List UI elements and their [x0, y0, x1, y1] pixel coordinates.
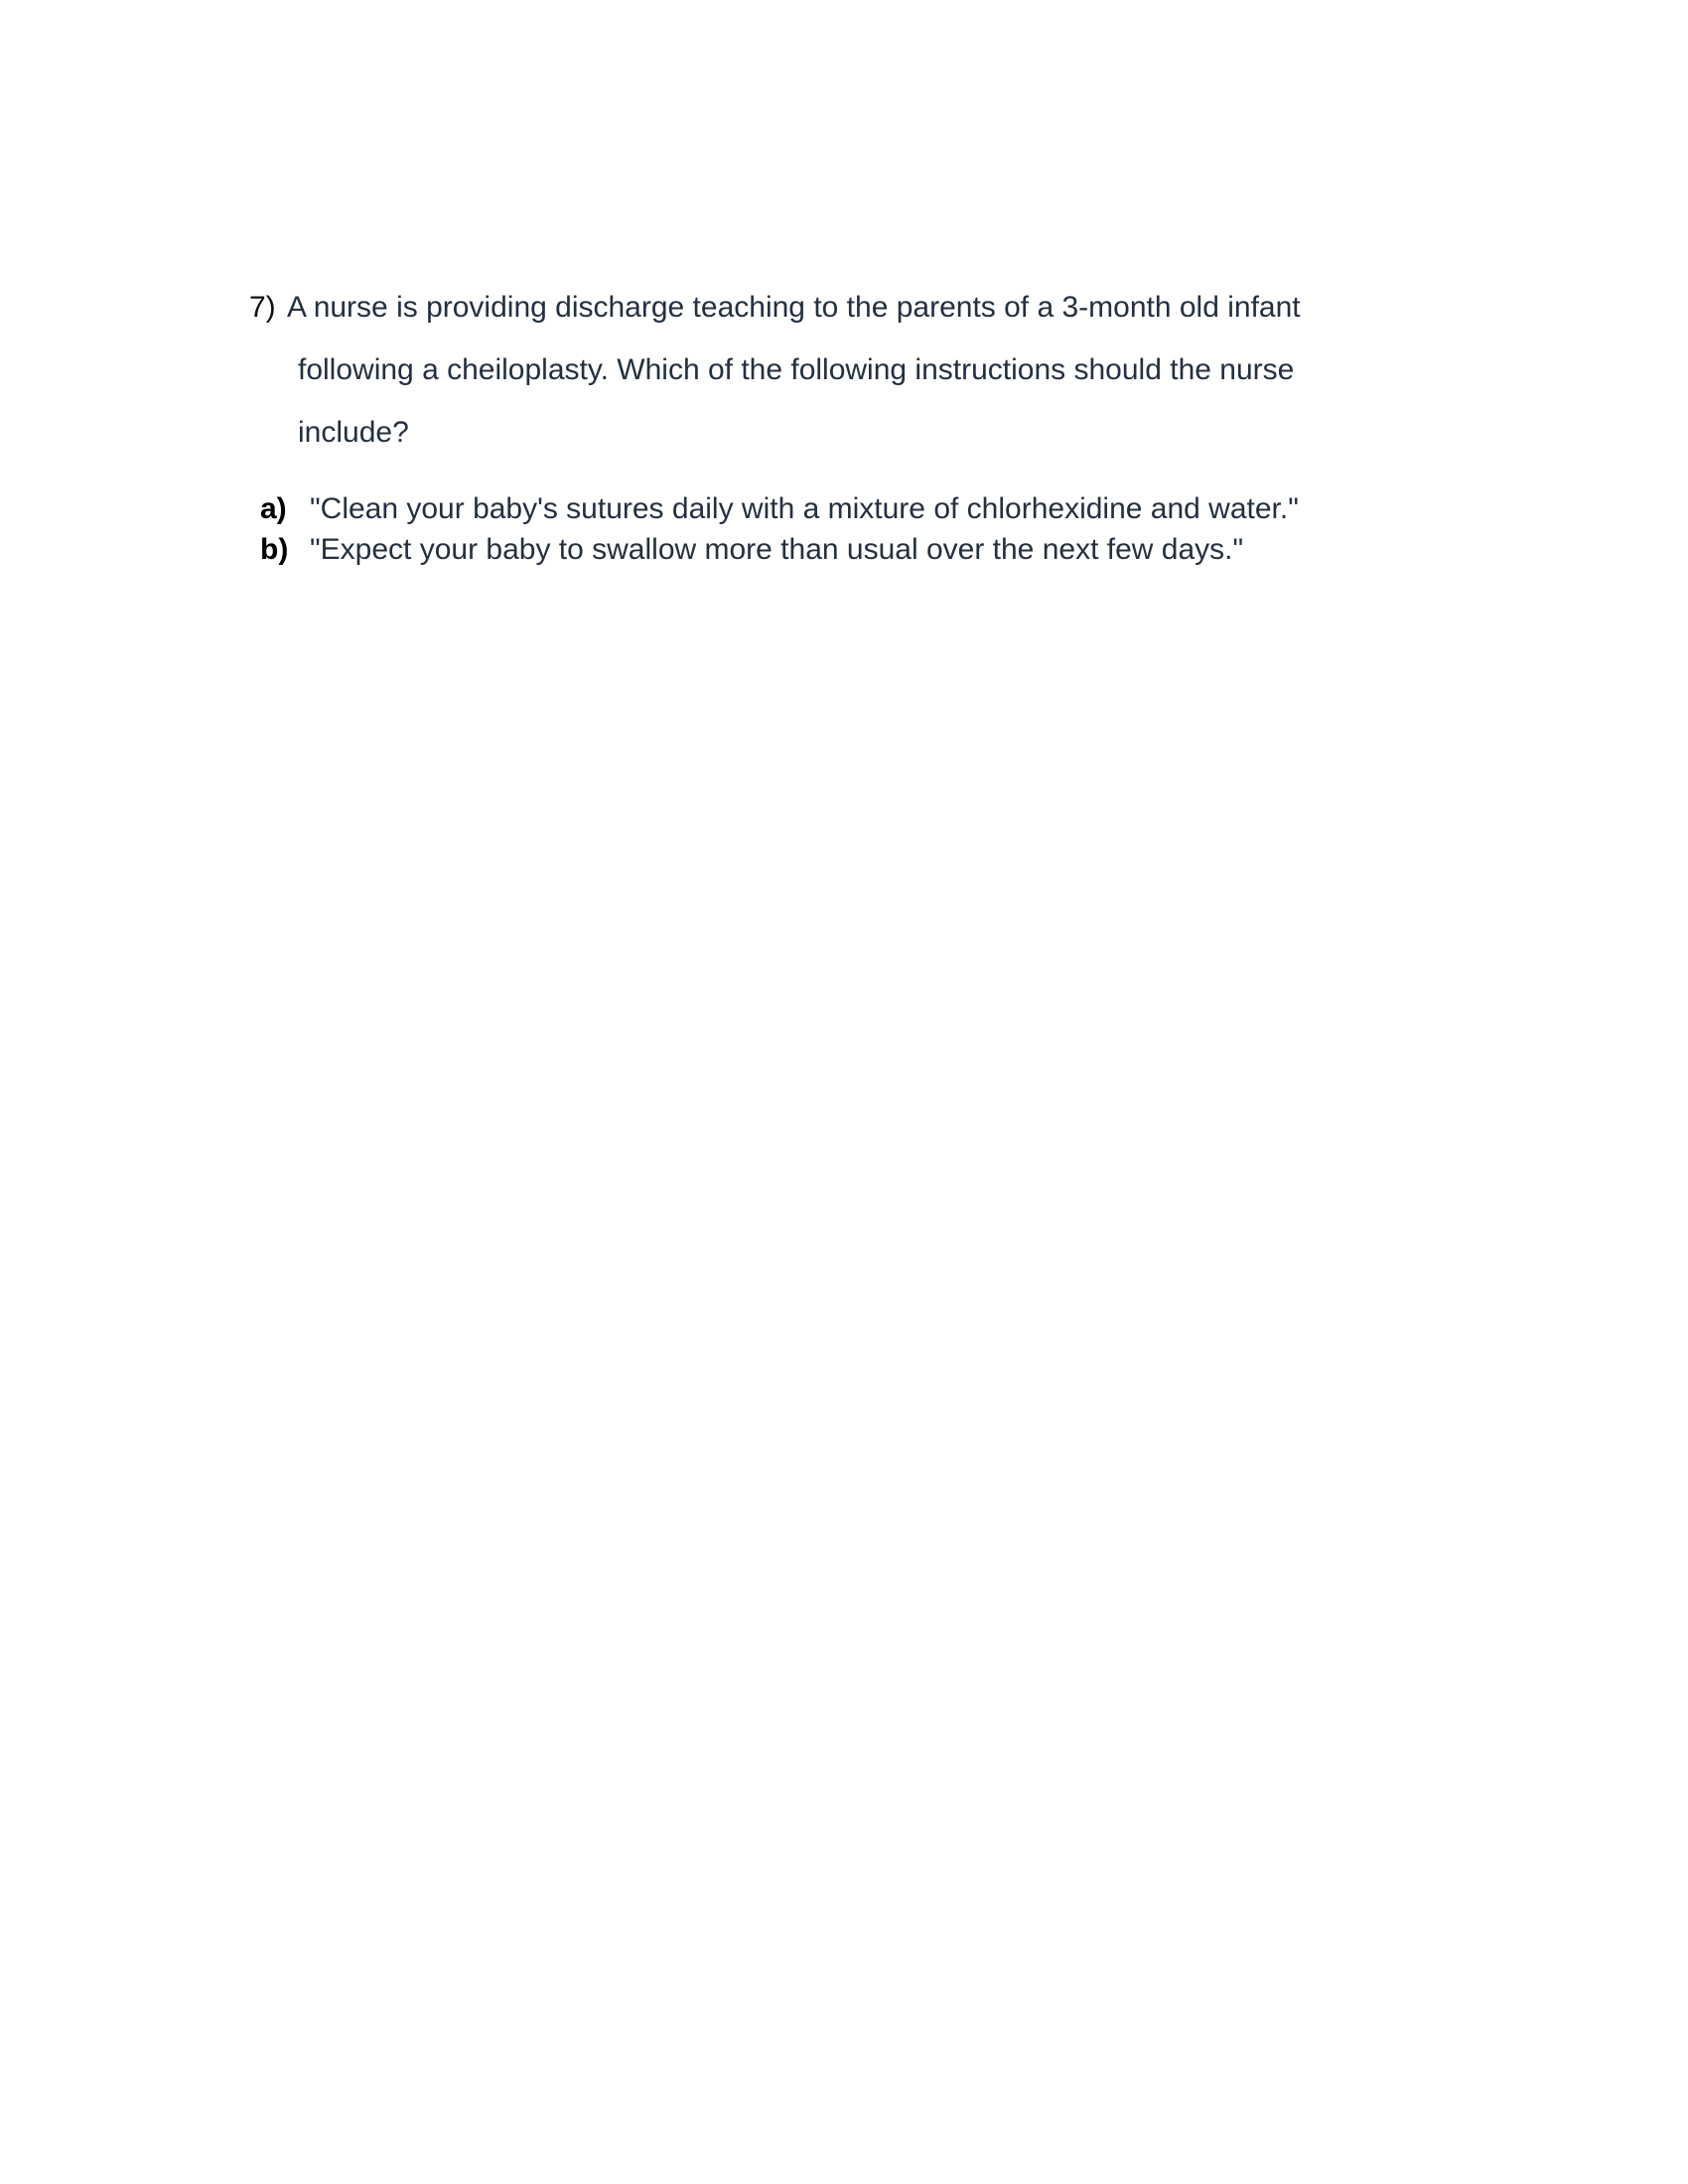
option-a-letter: a): [260, 492, 287, 525]
question-block: [249, 276, 1361, 464]
question-number: 7): [249, 291, 276, 324]
answer-options: [260, 488, 1372, 570]
option-b: [260, 529, 1372, 570]
option-b-text: "Expect your baby to swallow more than usual over the next few days.": [310, 533, 1244, 566]
option-b-letter: b): [260, 533, 289, 566]
question-line-1: [249, 276, 1361, 339]
question-text-line-2: following a cheiloplasty. Which of the following instructions should the nurse: [298, 353, 1295, 386]
question-text-line-1: A nurse is providing discharge teaching to the parents of a 3-month old infant: [287, 291, 1301, 324]
option-a: [260, 488, 1372, 529]
question-text-line-3: include?: [298, 416, 409, 449]
option-a-text: "Clean your baby's sutures daily with a mixture of chlorhexidine and water.": [310, 492, 1299, 525]
